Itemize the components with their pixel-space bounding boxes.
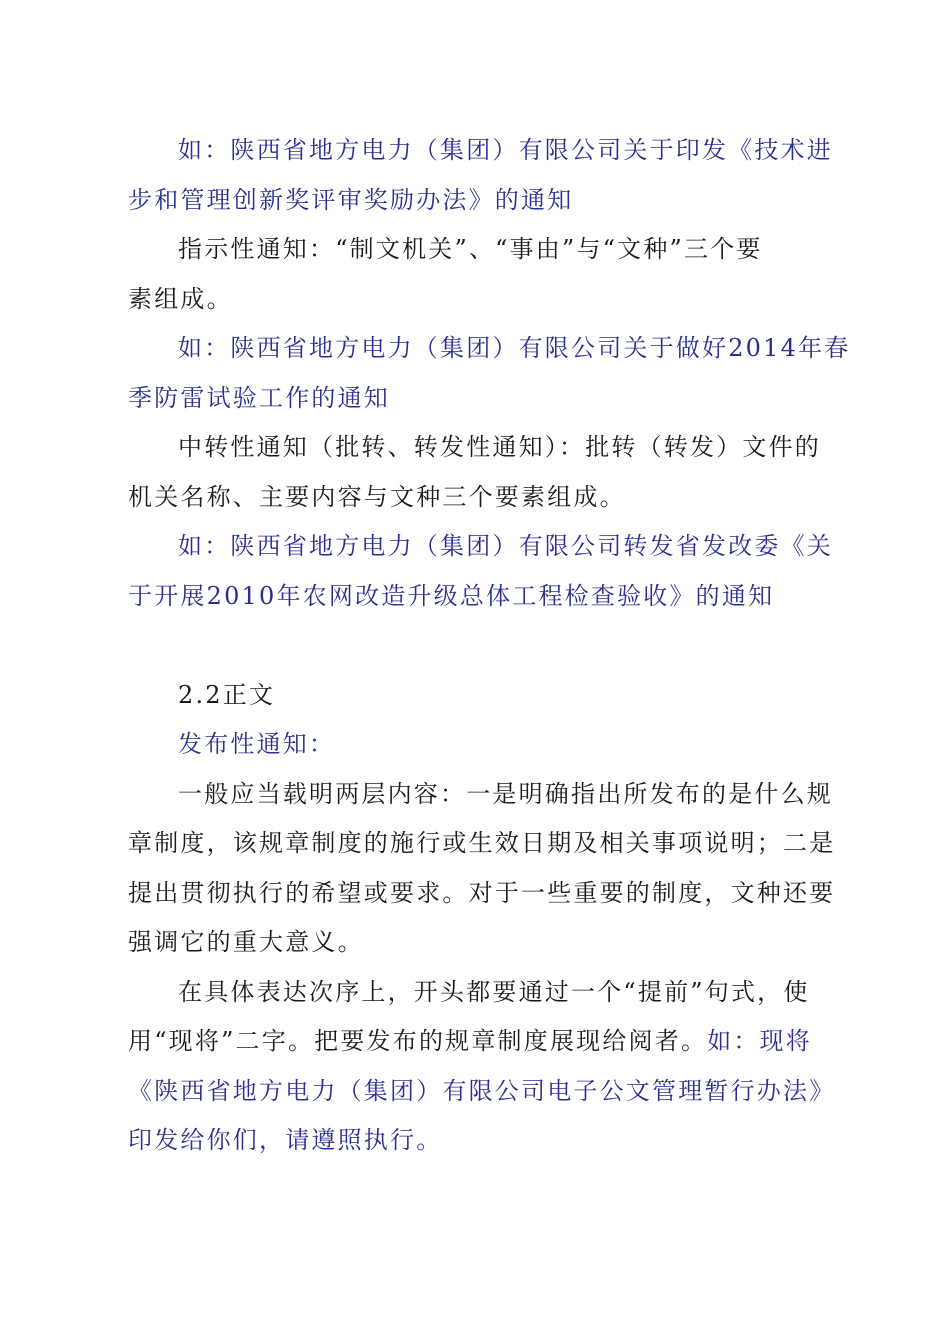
text-line: 如：陕西省地方电力（集团）有限公司关于做好2014年春 <box>178 334 851 362</box>
text-line: 《陕西省地方电力（集团）有限公司电子公文管理暂行办法》 <box>128 1076 836 1105</box>
subsection-heading <box>128 720 828 770</box>
text-line: 强调它的重大意义。 <box>128 928 364 956</box>
text-line: 章制度，该规章制度的施行或生效日期及相关事项说明；二是 <box>128 829 836 857</box>
example-paragraph-3 <box>128 522 833 621</box>
example-paragraph-2 <box>128 324 851 423</box>
text-line: 中转性通知（批转、转发性通知）：批转（转发）文件的 <box>178 433 821 461</box>
text-line: 在具体表达次序上，开头都要通过一个“提前”句式，使 <box>178 977 810 1006</box>
text-line: 机关名称、主要内容与文种三个要素组成。 <box>128 482 626 511</box>
text-line: 步和管理创新奖评审奖励办法》的通知 <box>128 185 574 214</box>
body-paragraph-2 <box>128 968 836 1166</box>
text-line: 于开展2010年农网改造升级总体工程检查验收》的通知 <box>128 581 775 610</box>
text-line: 提出贯彻执行的希望或要求。对于一些重要的制度，文种还要 <box>128 878 836 907</box>
directive-notice-paragraph <box>128 225 828 324</box>
text-line: 如：陕西省地方电力（集团）有限公司转发省发改委《关 <box>178 532 833 560</box>
body-paragraph-1 <box>128 770 836 968</box>
text-line: 印发给你们，请遵照执行。 <box>128 1126 443 1154</box>
text-line <box>128 1017 828 1067</box>
example-paragraph-1 <box>128 126 833 225</box>
section-heading <box>128 671 828 721</box>
text-line: 如：陕西省地方电力（集团）有限公司关于印发《技术进 <box>178 136 833 164</box>
document-page <box>128 126 851 1166</box>
section-title: 2.2正文 <box>178 680 276 709</box>
relay-notice-paragraph <box>128 423 828 522</box>
subsection-title: 发布性通知： <box>178 730 336 758</box>
text-line: 指示性通知：“制文机关”、“事由”与“文种”三个要 <box>178 235 763 263</box>
text-line: 一般应当载明两层内容：一是明确指出所发布的是什么规 <box>178 779 833 808</box>
text-line: 季防雷试验工作的通知 <box>128 383 390 412</box>
text-segment: 用“现将”二字。把要发布的规章制度展现给阅者。 <box>128 1027 708 1055</box>
blank-line <box>128 621 828 671</box>
text-line: 素组成。 <box>128 284 233 313</box>
inline-example: 如：现将 <box>707 1027 812 1055</box>
